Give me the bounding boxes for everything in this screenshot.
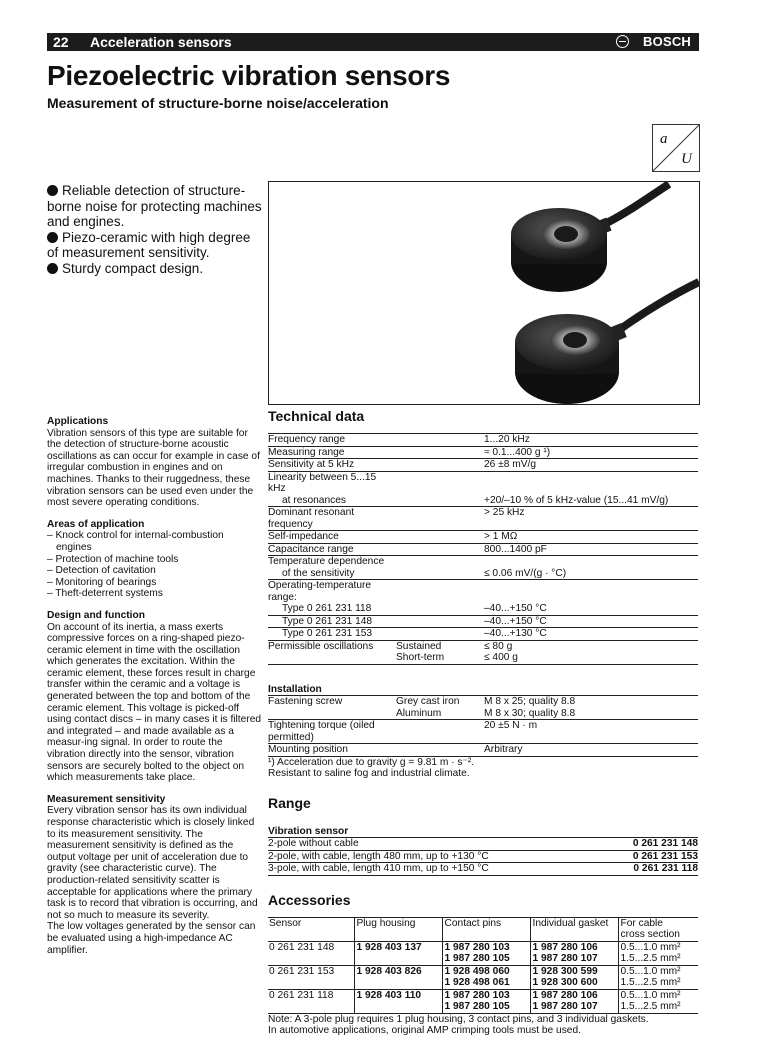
installation-row [268,720,698,744]
accessories-row [268,965,698,977]
accessory-plug-housing [354,977,442,989]
tech-sub [396,446,484,459]
bullet-icon [47,263,58,274]
accessories-row [268,1001,698,1013]
column-header-gasket: Individual gasket [530,917,618,941]
accessories-row [268,941,698,953]
tech-label: Sensitivity at 5 kHz [268,459,396,472]
product-photo [268,181,700,405]
tech-label: Capacitance range [268,543,396,556]
tech-label: Permissible oscillations [268,640,374,652]
area-item: – Monitoring of bearings [47,576,157,588]
tech-value [484,556,698,568]
tech-sub [396,459,484,472]
installation-row [268,708,698,720]
sensitivity-heading: Measurement sensitivity [47,793,166,805]
page-subtitle: Measurement of structure-borne noise/acceleration [47,95,389,111]
tech-label: Dominant resonant frequency [268,507,396,531]
tech-sub [396,568,484,580]
tech-row [268,568,698,580]
range-row [268,850,698,863]
feature-text: Sturdy compact design. [62,260,204,276]
range-heading: Range [268,794,311,811]
area-item: – Knock control for internal-combustion engines [47,530,224,553]
feature-list [47,183,262,276]
installation-table [268,695,698,757]
symbol-output-label: U [681,151,692,167]
tech-row [268,543,698,556]
installation-label [268,708,396,720]
accessory-sensor: 0 261 231 118 [269,989,334,1001]
accessory-cable-section: 1.5...2.5 mm² [618,977,698,989]
tech-sub [396,615,484,628]
section-title: Acceleration sensors [90,34,232,50]
accessory-contact-pins: 1 987 280 103 [442,941,530,953]
tech-label: Type 0 261 231 118 [268,603,396,615]
tech-value [484,471,698,495]
tech-row [268,615,698,628]
tech-row [268,556,698,568]
installation-heading: Installation [268,683,322,695]
tech-value: 1...20 kHz [484,434,698,447]
tech-value [484,580,698,604]
tech-value: –40...+150 °C [484,615,698,628]
tech-sub [396,628,484,641]
accessory-plug-housing [354,1001,442,1013]
accessory-sensor [268,953,354,965]
technical-data-heading: Technical data [268,408,365,424]
tech-sub: Sustained [396,640,442,652]
tech-row [268,434,698,447]
accessory-gasket: 1 928 300 599 [530,965,618,977]
area-item: – Theft-deterrent systems [47,588,163,600]
installation-note: Resistant to saline fog and industrial climate. [268,768,470,779]
tech-label: of the sensitivity [268,568,396,580]
tech-label: Frequency range [268,434,396,447]
column-header-cable-line2: cross section [620,929,680,940]
accessory-cable-section: 0.5...1.0 mm² [618,965,698,977]
design-text: On account of its inertia, a mass exerts compressive forces on a ring-shaped piezo-ceramic element in time with the oscillation which generates the excitation. Within the ceramic element, these forces result in charge transfer within the ceramic and a voltage is generated between the top and bottom of the ceramic element. This voltage is picked-off using contact discs – in many cases it is filtered and integrated – and made available as a measur-ing signal. In order to route the vibration directly into the sensor, vibration sensors are securely bolted to the object on which measurements take place. [47,621,262,784]
tech-sub [396,507,484,531]
accessory-cable-section: 1.5...2.5 mm² [618,953,698,965]
design-heading: Design and function [47,609,145,621]
accessories-header-row [268,917,698,941]
tech-sub [396,543,484,556]
tech-label: Linearity between 5...15 kHz [268,471,377,494]
installation-sub: Aluminum [396,708,484,720]
column-header-cable-line1: For cable [620,917,663,929]
range-table [268,837,698,876]
tech-row [268,640,698,652]
accessory-gasket: 1 987 280 106 [530,989,618,1001]
accessory-gasket: 1 987 280 106 [530,941,618,953]
range-part-number: 0 261 231 118 [598,863,698,876]
feature-text: Piezo-ceramic with high degree of measurement sensitivity. [47,229,251,260]
range-subheading: Vibration sensor [268,825,349,837]
tech-value: ≈ 0.1...400 g ¹) [484,446,698,459]
tech-label: at resonances [268,495,396,507]
feature-item [47,230,262,261]
vibration-sensor-image [269,182,699,404]
tech-value: 26 ±8 mV/g [484,459,698,472]
tech-label: Type 0 261 231 148 [268,615,396,628]
accessory-gasket: 1 928 300 600 [530,977,618,989]
range-part-number: 0 261 231 148 [598,838,698,851]
column-header-plug-housing: Plug housing [354,917,442,941]
feature-item [47,183,262,230]
accessory-contact-pins: 1 987 280 105 [442,953,530,965]
range-description: 2-pole without cable [268,838,598,851]
installation-value: M 8 x 30; quality 8.8 [484,708,698,720]
installation-value: M 8 x 25; quality 8.8 [484,696,698,708]
converter-symbol [652,124,700,172]
tech-label: Measuring range [268,446,396,459]
areas-heading: Areas of application [47,518,145,530]
tech-label: Operating-temperature range: [268,580,372,603]
range-description: 3-pole, with cable, length 410 mm, up to +150 °C [268,863,598,876]
tech-value: –40...+150 °C [484,603,698,615]
installation-label: Fastening screw [268,696,396,708]
range-description: 2-pole, with cable, length 480 mm, up to +130 °C [268,850,598,863]
accessories-note-1: Note: A 3-pole plug requires 1 plug housing, 3 contact pins, and 3 individual gaskets. [268,1013,649,1025]
installation-sub [396,744,484,757]
accessories-row [268,977,698,989]
accessory-sensor [268,977,354,989]
installation-label: Mounting position [268,744,396,757]
tech-row [268,580,698,604]
applications-text: Vibration sensors of this type are suitable for the detection of structure-borne acoustic oscillations as can occur for example in case of irregular combustion in engines and on machines. Thanks to their ruggedness, these vibration sensors can be used even under the most severe operating conditions. [47,427,260,509]
installation-sub [396,720,484,744]
tech-value: –40...+130 °C [484,628,698,641]
accessory-contact-pins: 1 928 498 061 [442,977,530,989]
accessories-table [268,917,698,1014]
accessory-sensor: 0 261 231 153 [269,965,335,977]
feature-text: Reliable detection of structure-borne noise for protecting machines and engines. [47,183,262,229]
tech-value: ≤ 0.06 mV/(g · °C) [484,568,698,580]
installation-value: 20 ±5 N · m [484,720,698,744]
tech-sub: Short-term [396,652,484,664]
column-header-cable [618,917,698,941]
right-column [268,408,698,1037]
tech-row [268,652,698,664]
accessory-contact-pins: 1 987 280 103 [442,989,530,1001]
footnote: ¹) Acceleration due to gravity g = 9.81 m · s⁻². [268,756,475,768]
page-number: 22 [53,34,69,50]
tech-sub [396,603,484,615]
accessory-contact-pins: 1 987 280 105 [442,1001,530,1013]
accessory-plug-housing: 1 928 403 110 [354,989,442,1001]
tech-row [268,459,698,472]
tech-label: Temperature dependence [268,556,385,567]
left-column [47,416,262,956]
accessories-row [268,989,698,1001]
tech-value: ≤ 400 g [484,652,698,664]
installation-row [268,744,698,757]
bullet-icon [47,185,58,196]
accessory-gasket: 1 987 280 107 [530,1001,618,1013]
tech-value: ≤ 80 g [484,640,513,652]
accessory-sensor [268,1001,354,1013]
area-item: – Protection of machine tools [47,553,179,565]
accessory-sensor: 0 261 231 148 [269,941,335,953]
tech-sub [396,434,484,447]
accessory-plug-housing: 1 928 403 137 [354,941,442,953]
brand-logo [616,34,691,49]
brand-name: BOSCH [643,34,691,49]
tech-value: 800...1400 pF [484,543,698,556]
tech-row [268,495,698,507]
installation-row [268,696,698,708]
range-row [268,838,698,851]
tech-sub [396,580,484,604]
column-header-contact-pins: Contact pins [442,917,530,941]
tech-sub [396,471,484,495]
accessory-gasket: 1 987 280 107 [530,953,618,965]
tech-row [268,531,698,544]
sensitivity-text: Every vibration sensor has its own individual response characteristic which is closely linked to its measurement sensitivity. The measurement sensitivity is defined as the output voltage per unit of acceleration due to gravity (see characteristic curve). The production-related sensitivity scatter is acceptable for applications where the primary task is to record that vibration is occurring, and not so much to measure its severity. [47,805,258,921]
bosch-logo-icon [616,35,629,48]
accessories-row [268,953,698,965]
tech-row [268,471,698,495]
feature-item [47,261,262,277]
symbol-input-label: a [660,131,668,147]
tech-label [268,652,396,664]
tech-sub [396,556,484,568]
tech-value: > 1 MΩ [484,531,698,544]
accessory-cable-section: 0.5...1.0 mm² [618,989,698,1001]
tech-label: Self-impedance [268,531,396,544]
page-title: Piezoelectric vibration sensors [47,60,451,91]
tech-row [268,603,698,615]
accessories-heading: Accessories [268,891,351,908]
sensitivity-text-2: The low voltages generated by the sensor can be evaluated using a high-impedance AC amplifier. [47,921,256,956]
range-row [268,863,698,876]
installation-value: Arbitrary [484,744,698,757]
tech-value: +20/–10 % of 5 kHz-value (15...41 mV/g) [484,495,698,507]
tech-value: > 25 kHz [484,507,698,531]
tech-row [268,507,698,531]
page-header-bar [47,33,699,51]
area-item: – Detection of cavitation [47,565,156,577]
accessory-cable-section: 1.5...2.5 mm² [618,1001,698,1013]
applications-heading: Applications [47,416,109,427]
accessory-plug-housing: 1 928 403 826 [354,965,442,977]
tech-sub [396,531,484,544]
installation-sub: Grey cast iron [396,696,484,708]
column-header-sensor: Sensor [268,917,354,941]
bullet-icon [47,232,58,243]
tech-sub [396,495,484,507]
accessory-contact-pins: 1 928 498 060 [442,965,530,977]
tech-row [268,628,698,641]
tech-label: Type 0 261 231 153 [268,628,396,641]
installation-label: Tightening torque (oiled permitted) [268,720,396,744]
accessory-plug-housing [354,953,442,965]
tech-row [268,446,698,459]
technical-data-table [268,433,698,665]
accessories-note-2: In automotive applications, original AMP crimping tools must be used. [268,1025,581,1036]
accessory-cable-section: 0.5...1.0 mm² [618,941,698,953]
range-part-number: 0 261 231 153 [598,850,698,863]
